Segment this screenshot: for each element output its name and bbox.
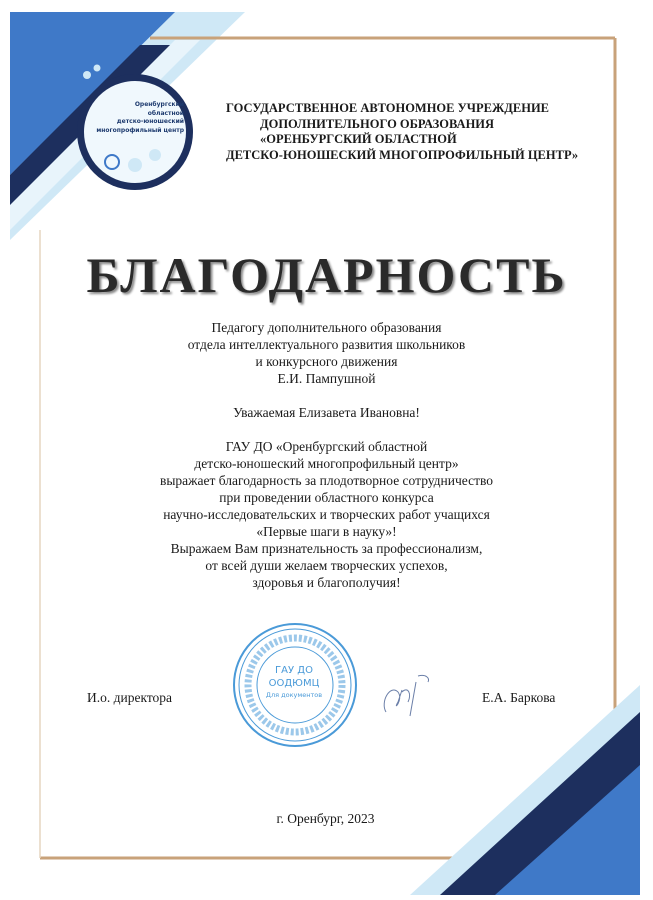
message-line: при проведении областного конкурса (219, 490, 434, 505)
message-line: выражает благодарность за плодотворное сотрудничество (159, 473, 494, 488)
stamp-line: Для документов (265, 691, 323, 699)
header-line: ДОПОЛНИТЕЛЬНОГО ОБРАЗОВАНИЯ (260, 116, 495, 131)
handwritten-signature (378, 672, 433, 722)
recipient-line: и конкурсного движения (255, 354, 398, 369)
header-line: ДЕТСКО-ЮНОШЕСКИЙ МНОГОПРОФИЛЬНЫЙ ЦЕНТР» (226, 147, 579, 162)
document-title: БЛАГОДАРНОСТЬ (86, 247, 567, 303)
recipient-line: Педагогу дополнительного образования (211, 320, 442, 335)
signatory-name: Е.А. Баркова (482, 690, 556, 705)
header-line: ГОСУДАРСТВЕННОЕ АВТОНОМНОЕ УЧРЕЖДЕНИЕ (226, 101, 550, 115)
stamp-line: ГАУ ДО (275, 665, 313, 676)
logo-line: детско-юношеский (116, 118, 184, 125)
stamp-text (257, 664, 331, 700)
signatory-position: И.о. директора (87, 690, 173, 705)
logo-line: областной (147, 109, 184, 117)
message-line: ГАУ ДО «Оренбургский областной (225, 439, 428, 454)
logo-line: многопрофильный центр (96, 126, 184, 134)
message-block (0, 438, 653, 591)
message-line: здоровья и благополучия! (252, 575, 401, 590)
recipient-line: отдела интеллектуального развития школьников (187, 337, 466, 352)
recipient-line: Е.И. Пампушной (277, 371, 376, 386)
place-and-year: г. Оренбург, 2023 (276, 811, 375, 826)
message-line: «Первые шаги в науку»! (256, 524, 397, 539)
message-line: детско-юношеский многопрофильный центр» (194, 456, 459, 471)
greeting: Уважаемая Елизавета Ивановна! (233, 405, 420, 420)
logo-line: Оренбургский (134, 101, 184, 108)
recipient-block (0, 319, 653, 387)
message-line: научно-исследовательских и творческих работ учащихся (163, 507, 490, 522)
message-line: Выражаем Вам признательность за профессионализм, (170, 541, 483, 556)
organization-header (226, 101, 578, 163)
header-line: «ОРЕНБУРГСКИЙ ОБЛАСТНОЙ (260, 132, 457, 146)
stamp-line: ООДЮМЦ (268, 678, 320, 689)
logo-text (88, 101, 184, 135)
message-line: от всей души желаем творческих успехов, (205, 558, 448, 573)
